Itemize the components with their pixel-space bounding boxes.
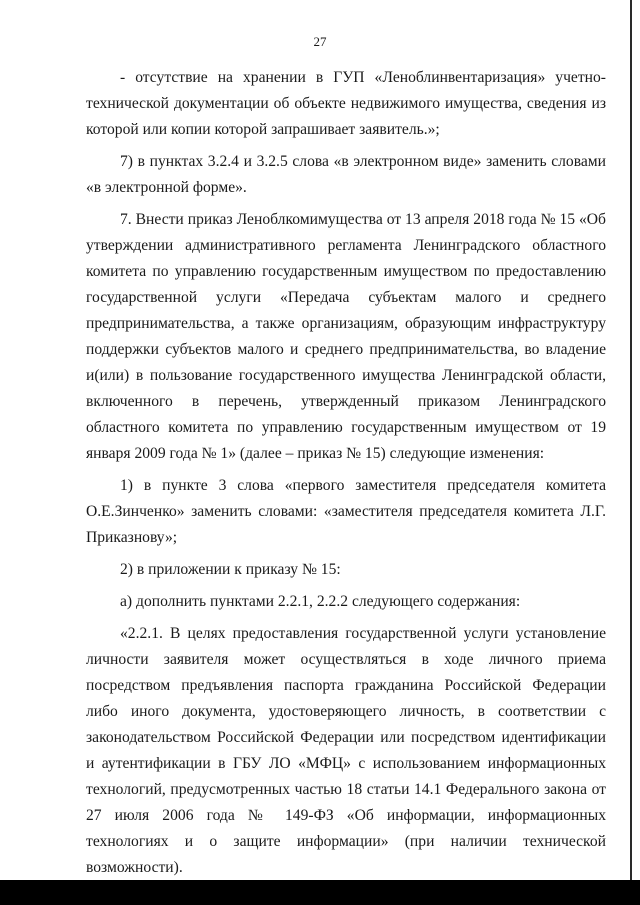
page-number: 27 [313, 34, 327, 49]
scan-bottom-band [0, 880, 640, 905]
paragraph: 1) в пункте 3 слова «первого заместителя председателя комитета О.Е.Зинченко» заменить словами: «заместителя председателя комитета Л.Г. Приказнову»; [86, 477, 606, 546]
paragraph: 7) в пунктах 3.2.4 и 3.2.5 слова «в электронном виде» заменить словами «в электронной форме». [86, 153, 606, 196]
document-body [86, 65, 606, 881]
paragraph: 7. Внести приказ Леноблкомимущества от 13 апреля 2018 года № 15 «Об утверждении административного регламента Ленинградского областного комитета по управлению государственным имуществом по предоставлению государственной услуги «Передача субъектам малого и среднего предпринимательства, а также организациям, образующим инфраструктуру поддержки субъектов малого и среднего предпринимательства, во владение и(или) в пользование государственного имущества Ленинградской области, включенного в перечень, утвержденный приказом Ленинградского областного комитета по управлению государственным имуществом от 19 января 2009 года № 1» (далее – приказ № 15) следующие изменения: [86, 211, 606, 462]
page-edge-rule [630, 0, 632, 880]
paragraph: 2) в приложении к приказу № 15: [120, 561, 341, 578]
paragraph: - отсутствие на хранении в ГУП «Леноблинвентаризация» учетно-технической документации об объекте недвижимого имущества, сведения из которой или копии которой запрашивает заявитель.»; [86, 69, 606, 138]
paragraph: а) дополнить пунктами 2.2.1, 2.2.2 следующего содержания: [120, 593, 521, 610]
paragraph: «2.2.1. В целях предоставления государственной услуги установление личности заявителя может осуществляться в ходе личного приема посредством предъявления паспорта гражданина Российской Федерации либо иного документа, удостоверяющего личность, в соответствии с законодательством Российской Федерации или посредством идентификации и аутентификации в ГБУ ЛО «МФЦ» с использованием информационных технологий, предусмотренных частью 18 статьи 14.1 Федерального закона от 27 июля 2006 года № 149-ФЗ «Об информации, информационных технологиях и о защите информации» (при наличии технической возможности). [86, 625, 606, 876]
